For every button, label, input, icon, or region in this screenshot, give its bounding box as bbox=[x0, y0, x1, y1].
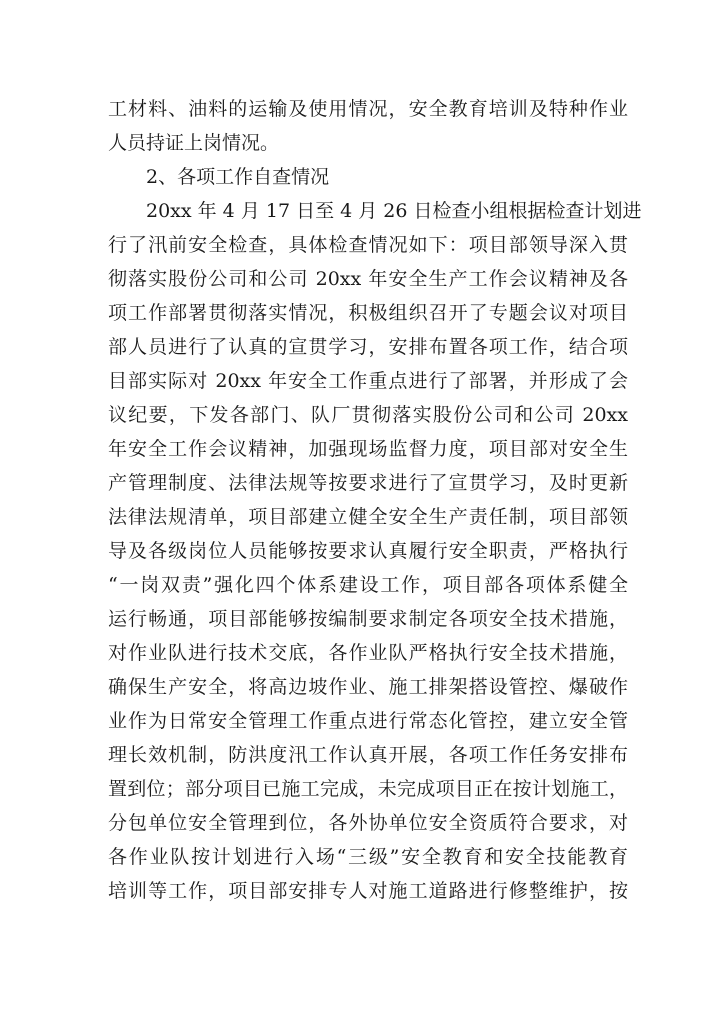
text-line: 确保生产安全，将高边坡作业、施工排架搭设管控、爆破作 bbox=[108, 676, 628, 698]
text-line: 分包单位安全管理到位，各外协单位安全资质符合要求，对 bbox=[108, 812, 628, 834]
text-line: 目部实际对 20xx 年安全工作重点进行了部署，并形成了会 bbox=[108, 370, 628, 392]
text-line: 法律法规清单，项目部建立健全安全生产责任制，项目部领 bbox=[108, 506, 628, 528]
text-line: 理长效机制，防洪度汛工作认真开展，各项工作任务安排布 bbox=[108, 744, 628, 766]
body-text bbox=[108, 92, 642, 908]
text-line: 彻落实股份公司和公司 20xx 年安全生产工作会议精神及各 bbox=[108, 268, 628, 290]
text-line: 行了汛前安全检查，具体检查情况如下：项目部领导深入贯 bbox=[108, 234, 628, 256]
text-line: 运行畅通，项目部能够按编制要求制定各项安全技术措施， bbox=[108, 608, 628, 630]
text-line: 部人员进行了认真的宣贯学习，安排布置各项工作，结合项 bbox=[108, 336, 628, 358]
text-line: 项工作部署贯彻落实情况，积极组织召开了专题会议对项目 bbox=[108, 302, 628, 324]
text-line: 20xx 年 4 月 17 日至 4 月 26 日检查小组根据检查计划进 bbox=[146, 200, 642, 222]
text-line: 工材料、油料的运输及使用情况，安全教育培训及特种作业 bbox=[108, 98, 628, 120]
text-line: 议纪要，下发各部门、队厂贯彻落实股份公司和公司 20xx bbox=[108, 404, 628, 426]
text-line: 导及各级岗位人员能够按要求认真履行安全职责，严格执行 bbox=[108, 540, 628, 562]
text-line: 人员持证上岗情况。 bbox=[108, 132, 280, 154]
text-line: 业作为日常安全管理工作重点进行常态化管控，建立安全管 bbox=[108, 710, 628, 732]
text-line: 各作业队按计划进行入场“三级”安全教育和安全技能教育 bbox=[108, 846, 628, 868]
text-line: 对作业队进行技术交底，各作业队严格执行安全技术措施， bbox=[108, 642, 628, 664]
text-line: 置到位；部分项目已施工完成，未完成项目正在按计划施工， bbox=[108, 778, 628, 800]
text-line: 培训等工作，项目部安排专人对施工道路进行修整维护，按 bbox=[108, 880, 628, 902]
section-heading: 2、各项工作自查情况 bbox=[146, 166, 330, 188]
text-line: 产管理制度、法律法规等按要求进行了宣贯学习，及时更新 bbox=[108, 472, 628, 494]
text-line: 年安全工作会议精神，加强现场监督力度，项目部对安全生 bbox=[108, 438, 628, 460]
text-line: “一岗双责”强化四个体系建设工作，项目部各项体系健全 bbox=[108, 574, 628, 596]
